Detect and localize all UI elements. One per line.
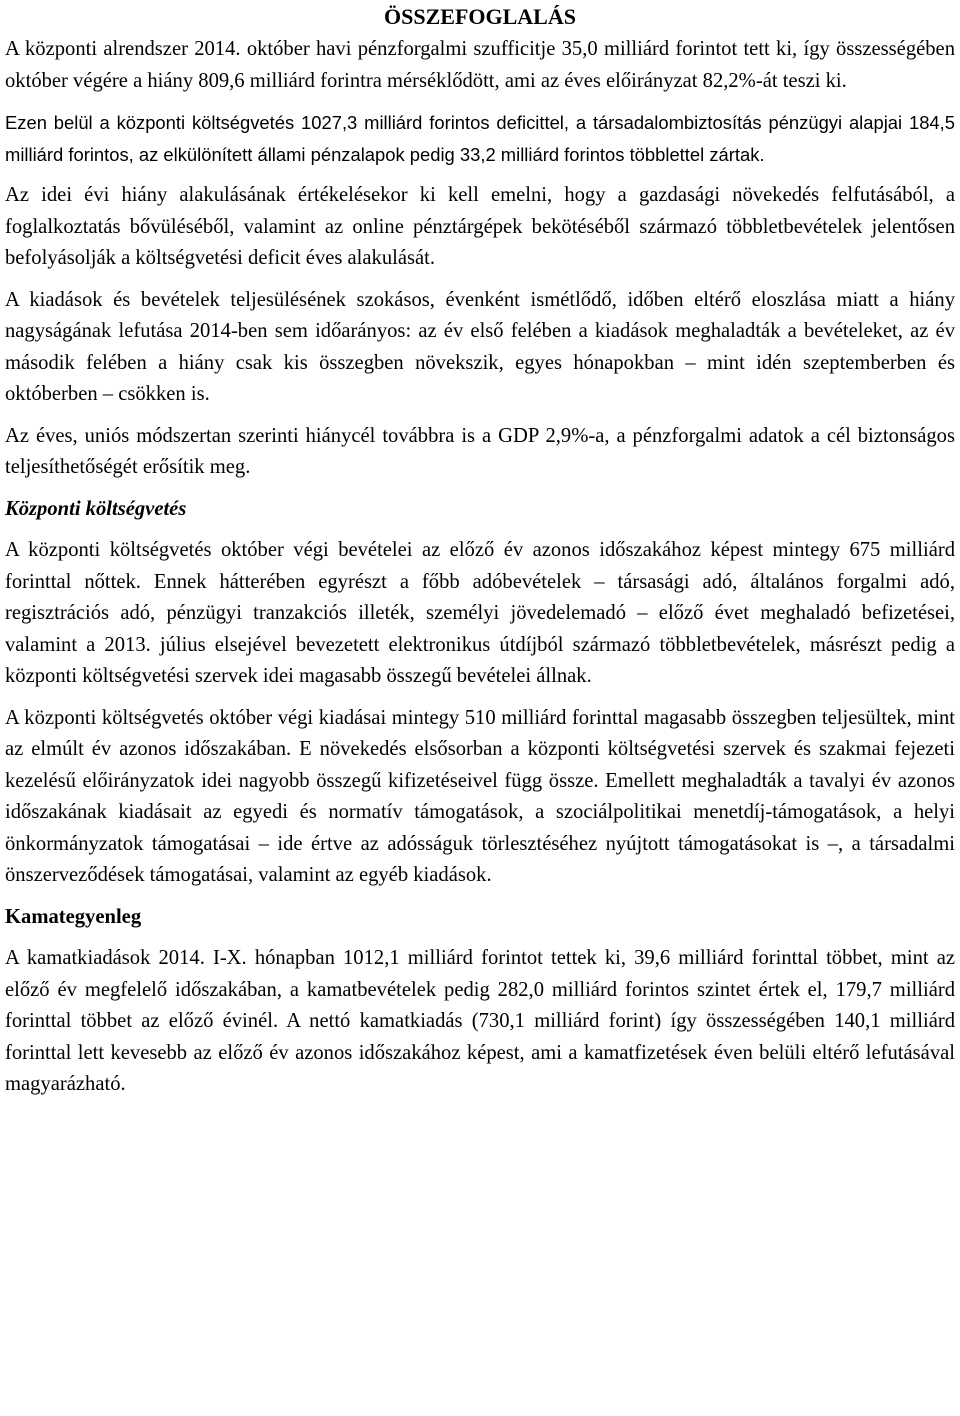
document-title: ÖSSZEFOGLALÁS (384, 4, 576, 29)
summary-paragraph-3: Az idei évi hiány alakulásának értékelésekor ki kell emelni, hogy a gazdasági növekedés felfutásából, a foglalkoztatás bővüléséből, valamint az online pénztárgépek bekötéséből származó többletbevételek jelentősen befolyásolják a költségvetési deficit éves alakulását. (5, 184, 955, 269)
kozponti-paragraph-2: A központi költségvetés október végi kiadásai mintegy 510 milliárd forinttal magasabb összegben teljesültek, mint az elmúlt év azonos időszakában. E növekedés elsősorban a központi költségvetési szervek és szakmai fejezeti kezelésű előirányzatok idei nagyobb összegű kifizetéseivel függ össze. Emellett meghaladták a tavalyi év azonos időszakának kiadásait az egyedi és normatív támogatások, a szociálpolitikai menetdíj-támogatások, a helyi önkormányzatok támogatásai – ide értve az adósságuk törlesztéséhez nyújtott támogatásokat is –, a társadalmi önszerveződések támogatásai, valamint az egyéb kiadások. (5, 706, 955, 886)
summary-paragraph-2: Ezen belül a központi költségvetés 1027,3 milliárd forintos deficittel, a társadalombiztosítás pénzügyi alapjai 184,5 milliárd forintos, az elkülönített állami pénzalapok pedig 33,2 milliárd forintos többlettel zártak. (5, 112, 955, 165)
summary-paragraph-4: A kiadások és bevételek teljesülésének szokásos, évenként ismétlődő, időben eltérő eloszlása miatt a hiány nagyságának lefutása 2014-ben sem időarányos: az év első felében a kiadások meghaladták a bevételeket, az év második felében a hiány csak kis összegben növekszik, egyes hónapokban – mint idén szeptemberben és októberben – csökken is. (5, 288, 955, 405)
kamat-paragraph-1: A kamatkiadások 2014. I-X. hónapban 1012,1 milliárd forintot tettek ki, 39,6 milliárd forinttal többet, mint az előző év megfelelő időszakában, a kamatbevételek pedig 282,0 milliárd forintos szintet értek el, 179,7 milliárd forinttal többet az előző évinél. A nettó kamatkiadás (730,1 milliárd forint) így összességében 140,1 milliárd forinttal lett kevesebb az előző év azonos időszakához képest, ami a kamatfizetések éven belüli eltérő lefutásával magyarázható. (5, 947, 955, 1095)
document-page (5, 0, 955, 1111)
section-heading-kamat: Kamategyenleg (5, 905, 142, 928)
summary-paragraph-1: A központi alrendszer 2014. október havi pénzforgalmi szufficitje 35,0 milliárd forintot tett ki, így összességében október végére a hiány 809,6 milliárd forintra mérséklődött, ami az éves előirányzat 82,2%-át teszi ki. (5, 38, 955, 92)
section-heading-kozponti: Központi költségvetés (5, 497, 187, 520)
kozponti-paragraph-1: A központi költségvetés október végi bevételei az előző év azonos időszakához képest mintegy 675 milliárd forinttal nőttek. Ennek hátterében egyrészt a főbb adóbevételek – társasági adó, általános forgalmi adó, regisztrációs adó, pénzügyi tranzakciós illeték, személyi jövedelemadó – előző évet meghaladó befizetései, valamint a 2013. július elsejével bevezetett elektronikus útdíjból származó többletbevételek, másrészt pedig a központi költségvetési szervek idei magasabb összegű bevételei állnak. (5, 539, 955, 687)
summary-paragraph-5: Az éves, uniós módszertan szerinti hiánycél továbbra is a GDP 2,9%-a, a pénzforgalmi adatok a cél biztonságos teljesíthetőségét erősítik meg. (5, 424, 955, 478)
